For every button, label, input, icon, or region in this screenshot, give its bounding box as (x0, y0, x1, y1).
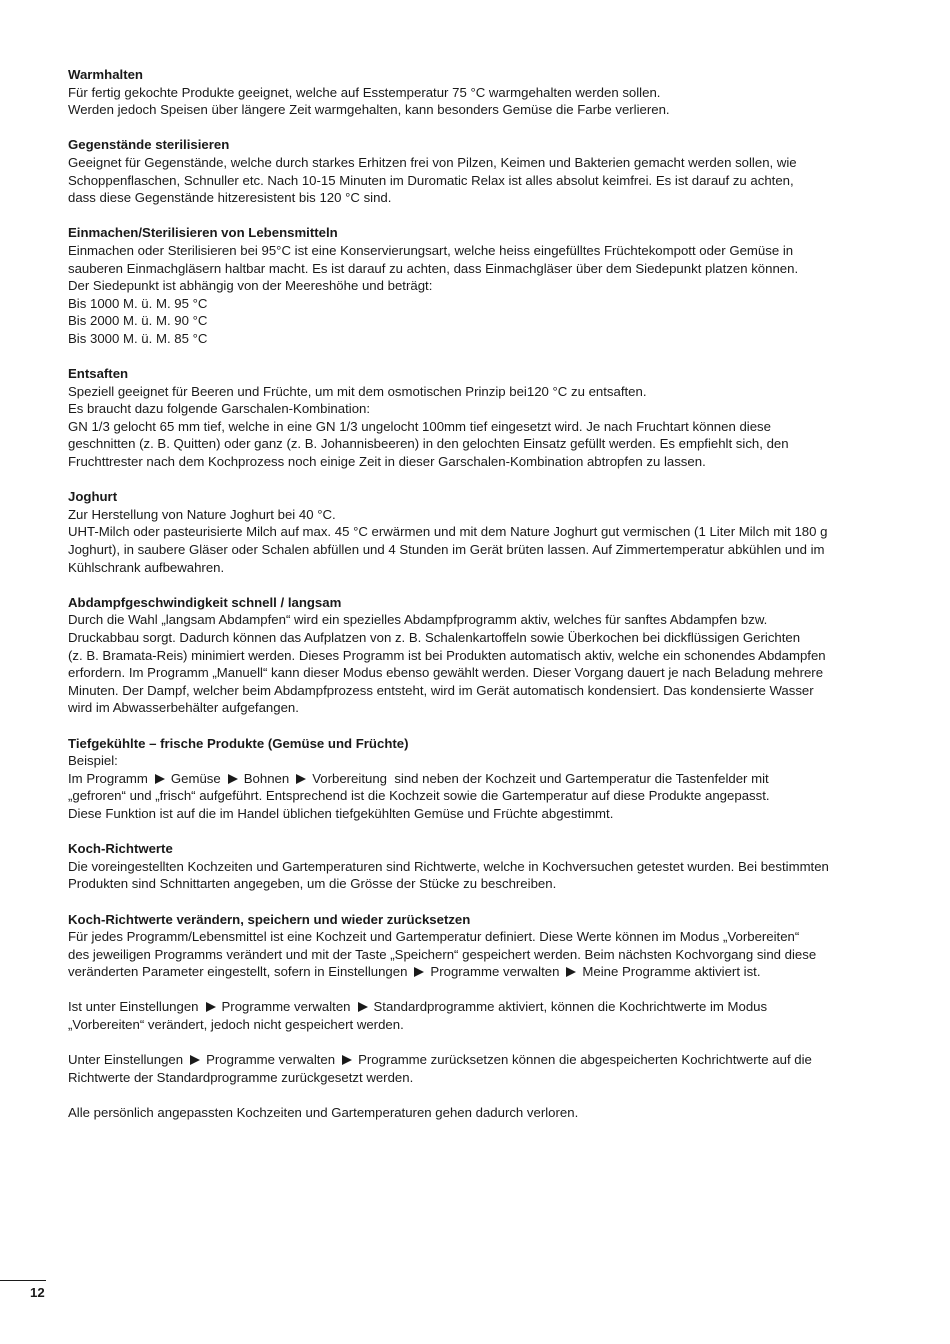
text-fragment: erfordern. Im Programm (68, 665, 213, 681)
section-warmhalten (68, 66, 880, 119)
text-line: Richtwerte der Standardprogramme zurückgesetzt werden. (68, 1069, 414, 1085)
text-line: Zur Herstellung von Nature Joghurt bei 40 °C. (68, 506, 336, 522)
text-line: wird im Abwasserbehälter aufgefangen. (68, 700, 299, 716)
text-fragment: wird ein spezielles Abdampfprogramm aktiv, welches für sanftes Abdampfen bzw. (290, 612, 768, 628)
menu-path-item: Gemüse (170, 770, 221, 786)
text-fragment: aufgeführt. Entsprechend ist die Kochzeit sowie die Gartemperatur auf diese Produkte angepasst. (195, 788, 770, 804)
text-line: Fruchttrester nach dem Kochprozess noch einige Zeit in dieser Garschalen-Kombination abtropfen zu lassen. (68, 454, 706, 470)
text-line (68, 770, 880, 788)
text-line: Druckabbau sorgt. Dadurch können das Aufplatzen von z. B. Schalenkartoffeln sowie Überkochen bei dickflüssigen Gerichten (68, 630, 801, 645)
button-term: „frisch“ (155, 788, 196, 804)
text-line: Schoppenflaschen, Schnuller etc. Nach 10-15 Minuten im Duromatic Relax ist alles absolut keimfrei. Es ist darauf zu achten, (68, 172, 794, 188)
play-arrow-icon (155, 774, 165, 784)
play-arrow-icon (206, 1002, 216, 1012)
text-line: sauberen Einmachgläsern haltbar macht. Es ist darauf zu achten, dass Einmachgläser über dem Siedepunkt platzen können. (68, 260, 799, 276)
play-arrow-icon (190, 1055, 200, 1065)
play-arrow-icon (566, 967, 576, 977)
mode-term: „Manuell“ (212, 665, 268, 681)
text-fragment: Durch die Wahl (68, 612, 162, 628)
menu-path-item: Programm (86, 770, 148, 786)
text-fragment: und (125, 788, 156, 804)
text-line: Minuten. Der Dampf, welcher beim Abdampfprozess entsteht, wird im Gerät automatisch kondensiert. Das kondensierte Wasser (68, 682, 814, 698)
text-line: Bis 2000 M. ü. M. 90 °C (68, 313, 208, 329)
text-line: Speziell geeignet für Beeren und Früchte, um mit dem osmotischen Prinzip bei120 °C zu entsaften. (68, 383, 647, 399)
page-number: 12 (30, 1285, 45, 1300)
text-line (68, 1051, 880, 1069)
text-fragment: Im (68, 770, 87, 786)
section-richtwerte (68, 840, 880, 893)
mode-term: „Vorbereiten“ (723, 929, 800, 945)
text-line (68, 963, 880, 981)
text-line: Es braucht dazu folgende Garschalen-Kombination: (68, 401, 371, 417)
section-title: Tiefgekühlte – frische Produkte (Gemüse und Früchte) (68, 735, 409, 751)
section-title: Abdampfgeschwindigkeit schnell / langsam (68, 594, 342, 610)
menu-path-item: Programme verwalten (206, 1052, 336, 1068)
mode-term: „langsam Abdampfen“ (161, 612, 291, 628)
text-fragment: Ist unter (68, 999, 120, 1015)
menu-path-item: Einstellungen (328, 964, 408, 980)
page-content (68, 66, 880, 1139)
section-title: Joghurt (68, 489, 118, 505)
menu-path-item: Meine Programme (582, 964, 691, 980)
text-fragment: aktiviert, können die Kochrichtwerte im Modus (494, 999, 768, 1015)
text-line (68, 664, 880, 682)
section-tiefgekuehlt (68, 735, 880, 823)
menu-path-item: Programme verwalten (221, 999, 351, 1015)
menu-path-item: Vorbereitung (312, 770, 387, 786)
menu-path-item: Programme verwalten (430, 964, 560, 980)
section-sterilisieren (68, 136, 880, 206)
section-joghurt (68, 488, 880, 576)
section-title: Einmachen/Sterilisieren von Lebensmitteln (68, 225, 338, 241)
text-line: Für fertig gekochte Produkte geeignet, welche auf Esstemperatur 75 °C warmgehalten werden sollen. (68, 84, 661, 100)
play-arrow-icon (414, 967, 424, 977)
text-line (68, 611, 880, 629)
text-line: (z. B. Bramata-Reis) minimiert werden. Dieses Programm ist bei Produkten automatisch aktiv, welche ein schonendes Abdampfen (68, 647, 826, 663)
text-fragment: des jeweiligen Programms verändert und mit der Taste (68, 946, 391, 962)
button-term: „Speichern“ (390, 946, 459, 962)
section-abdampf (68, 594, 880, 717)
text-fragment: Für jedes Programm/Lebensmittel ist eine Kochzeit und Gartemperatur definiert. Diese Werte können im Modus (68, 929, 724, 945)
play-arrow-icon (358, 1002, 368, 1012)
play-arrow-icon (342, 1055, 352, 1065)
text-line (68, 998, 880, 1016)
text-line (68, 787, 880, 805)
menu-path-item: Bohnen (243, 770, 290, 786)
play-arrow-icon (296, 774, 306, 784)
text-fragment: gespeichert werden. Beim nächsten Kochvorgang sind diese (458, 946, 817, 962)
play-arrow-icon (228, 774, 238, 784)
text-line: Der Siedepunkt ist abhängig von der Meereshöhe und beträgt: (68, 278, 433, 294)
section-title: Gegenstände sterilisieren (68, 137, 230, 153)
text-fragment: Unter (68, 1052, 104, 1068)
text-fragment: aktiviert ist. (690, 964, 761, 980)
section-title: Koch-Richtwerte verändern, speichern und wieder zurücksetzen (68, 911, 471, 927)
text-line: Beispiel: (68, 753, 118, 769)
text-line: Geeignet für Gegenstände, welche durch starkes Erhitzen frei von Pilzen, Keimen und Bakterien gemacht werden sollen, wie (68, 154, 797, 170)
text-fragment: kann dieser Modus ebenso gewählt werden. Dieser Vorgang dauert je nach Beladung mehrere (267, 665, 824, 681)
menu-path-item: Einstellungen (103, 1052, 184, 1068)
text-line: Alle persönlich angepassten Kochzeiten und Gartemperaturen gehen dadurch verloren. (68, 1105, 579, 1121)
text-line: „Vorbereiten“ verändert, jedoch nicht gespeichert werden. (68, 1017, 404, 1033)
text-line: GN 1/3 gelocht 65 mm tief, welche in eine GN 1/3 ungelocht 100mm tief eingesetzt wird. Je nach Fruchtart können diese (68, 418, 771, 434)
text-line (68, 946, 880, 964)
menu-path-item: Standardprogramme (373, 999, 495, 1015)
menu-path-item: Einstellungen (119, 999, 199, 1015)
section-entsaften (68, 365, 880, 471)
section-title: Koch-Richtwerte (68, 841, 173, 857)
section-einmachen (68, 224, 880, 347)
text-line: Diese Funktion ist auf die im Handel üblichen tiefgekühlten Gemüse und Früchte abgestimmt. (68, 805, 614, 821)
section-title: Entsaften (68, 366, 129, 382)
button-term: „gefroren“ (68, 788, 126, 804)
text-fragment: können die abgespeicherten Kochrichtwerte auf die (508, 1052, 812, 1068)
text-line: Die voreingestellten Kochzeiten und Gartemperaturen sind Richtwerte, welche in Kochversuchen getestet wurden. Bei bestimmten (68, 858, 829, 874)
section-richtwerte-aendern (68, 911, 880, 1122)
text-line: Bis 1000 M. ü. M. 95 °C (68, 295, 208, 311)
text-line: geschnitten (z. B. Quitten) oder ganz (z. B. Johannisbeeren) in den gelochten Einsatz gefüllt werden. Es empfiehlt sich, den (68, 436, 789, 452)
text-line: Kühlschrank aufbewahren. (68, 559, 225, 575)
text-fragment: sind neben der Kochzeit und Gartemperatur die Tastenfelder mit (387, 770, 769, 786)
section-title: Warmhalten (68, 67, 143, 82)
text-line: dass diese Gegenstände hitzeresistent bis 120 °C sind. (68, 190, 392, 206)
text-line: Werden jedoch Speisen über längere Zeit warmgehalten, kann besonders Gemüse die Farbe verlieren. (68, 102, 670, 118)
text-fragment: veränderten Parameter eingestellt, sofern in (68, 964, 329, 980)
text-line: Joghurt), in saubere Gläser oder Schalen abfüllen und 4 Stunden im Gerät brüten lassen. Auf Zimmertemperatur abkühlen und im (68, 542, 825, 558)
text-line (68, 928, 880, 946)
text-line: UHT-Milch oder pasteurisierte Milch auf max. 45 °C erwärmen und mit dem Nature Joghurt gut vermischen (1 Liter Milch mit 180 g (68, 524, 828, 540)
footer-rule (0, 1280, 46, 1281)
text-line: Bis 3000 M. ü. M. 85 °C (68, 330, 208, 346)
menu-path-item: Programme zurücksetzen (358, 1052, 509, 1068)
text-line: Produkten sind Schnittarten angegeben, um die Grösse der Stücke zu beschreiben. (68, 876, 557, 892)
text-line: Einmachen oder Sterilisieren bei 95°C ist eine Konservierungsart, welche heiss eingefülltes Früchtekompott oder Gemüse in (68, 242, 794, 258)
